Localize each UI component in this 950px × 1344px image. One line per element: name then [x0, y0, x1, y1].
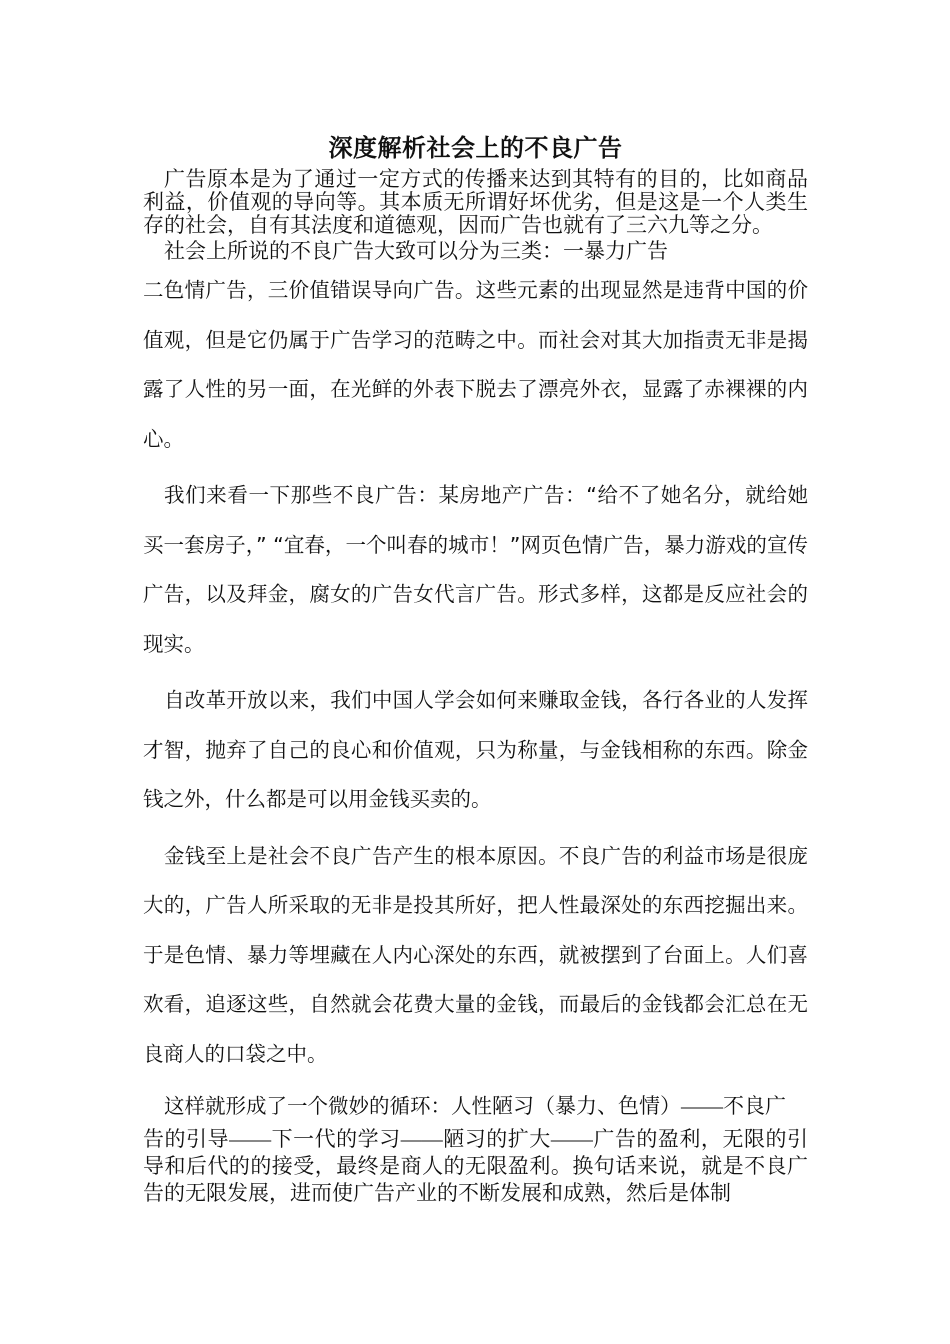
cycle-text-serif: 陋习（暴力、色情）——不良广	[492, 1094, 786, 1118]
document-title: 深度解析社会上的不良广告	[328, 133, 623, 162]
paragraph-money: 金钱至上是社会不良广告产生的根本原因。不良广告的利益市场是很庞大的，广告人所采取的无非是投其所好，把人性最深处的东西挖掘出来。于是色情、暴力等埋藏在人内心深处的东西，就被摆到了台面上。人们喜欢看，追逐这些，自然就会花费大量的金钱，而最后的金钱都会汇总在无良商人的口袋之中。	[143, 843, 808, 1066]
categories-text-b: 价值错误导向广告。这些元素的出现显然是违背中国的价值观，但是它仍属于广告学习的范畴之中。而社会对其大加指责无非是揭露了人性的另一面，在光鲜的外表下脱去了漂亮外衣，显露了赤裸裸的内心。	[143, 278, 809, 451]
paragraph-categories-first-line: 社会上所说的不良广告大致可以分为三类：一暴力广告	[164, 239, 668, 263]
paragraph-intro: 广告原本是为了通过一定方式的传播来达到其特有的目的，比如商品利益，价值观的导向等。其本质无所谓好坏优劣，但是这是一个人类生存的社会，自有其法度和道德观，因而广告也就有了三六九等之分。	[143, 167, 808, 237]
paragraph-reform: 自改革开放以来，我们中国人学会如何来赚取金钱，各行各业的人发挥才智，抛弃了自己的良心和价值观，只为称量，与金钱相称的东西。除金钱之外，什么都是可以用金钱买卖的。	[143, 688, 808, 811]
cycle-text-sans: 这样就形成了一个微妙的循环：人性	[164, 1094, 492, 1118]
paragraph-examples: 我们来看一下那些不良广告：某房地产广告：“给不了她名分，就给她买一套房子，” “宜春，一个叫春的城市！”网页色情广告，暴力游戏的宣传广告，以及拜金，腐女的广告女代言广告。形式多样，这都是反应社会的现实。	[143, 483, 808, 656]
paragraph-cycle-first-line	[143, 1086, 808, 1126]
document-page	[143, 128, 808, 1207]
paragraph-categories-continued	[143, 266, 808, 464]
categories-text-a: 二色情广告，三	[143, 278, 289, 302]
paragraph-cycle-continued: 告的引导——下一代的学习——陋习的扩大——广告的盈利，无限的引导和后代的的接受，最终是商人的无限盈利。换句话来说，就是不良广告的无限发展，进而使广告产业的不断发展和成熟，然后是体制	[143, 1127, 808, 1205]
